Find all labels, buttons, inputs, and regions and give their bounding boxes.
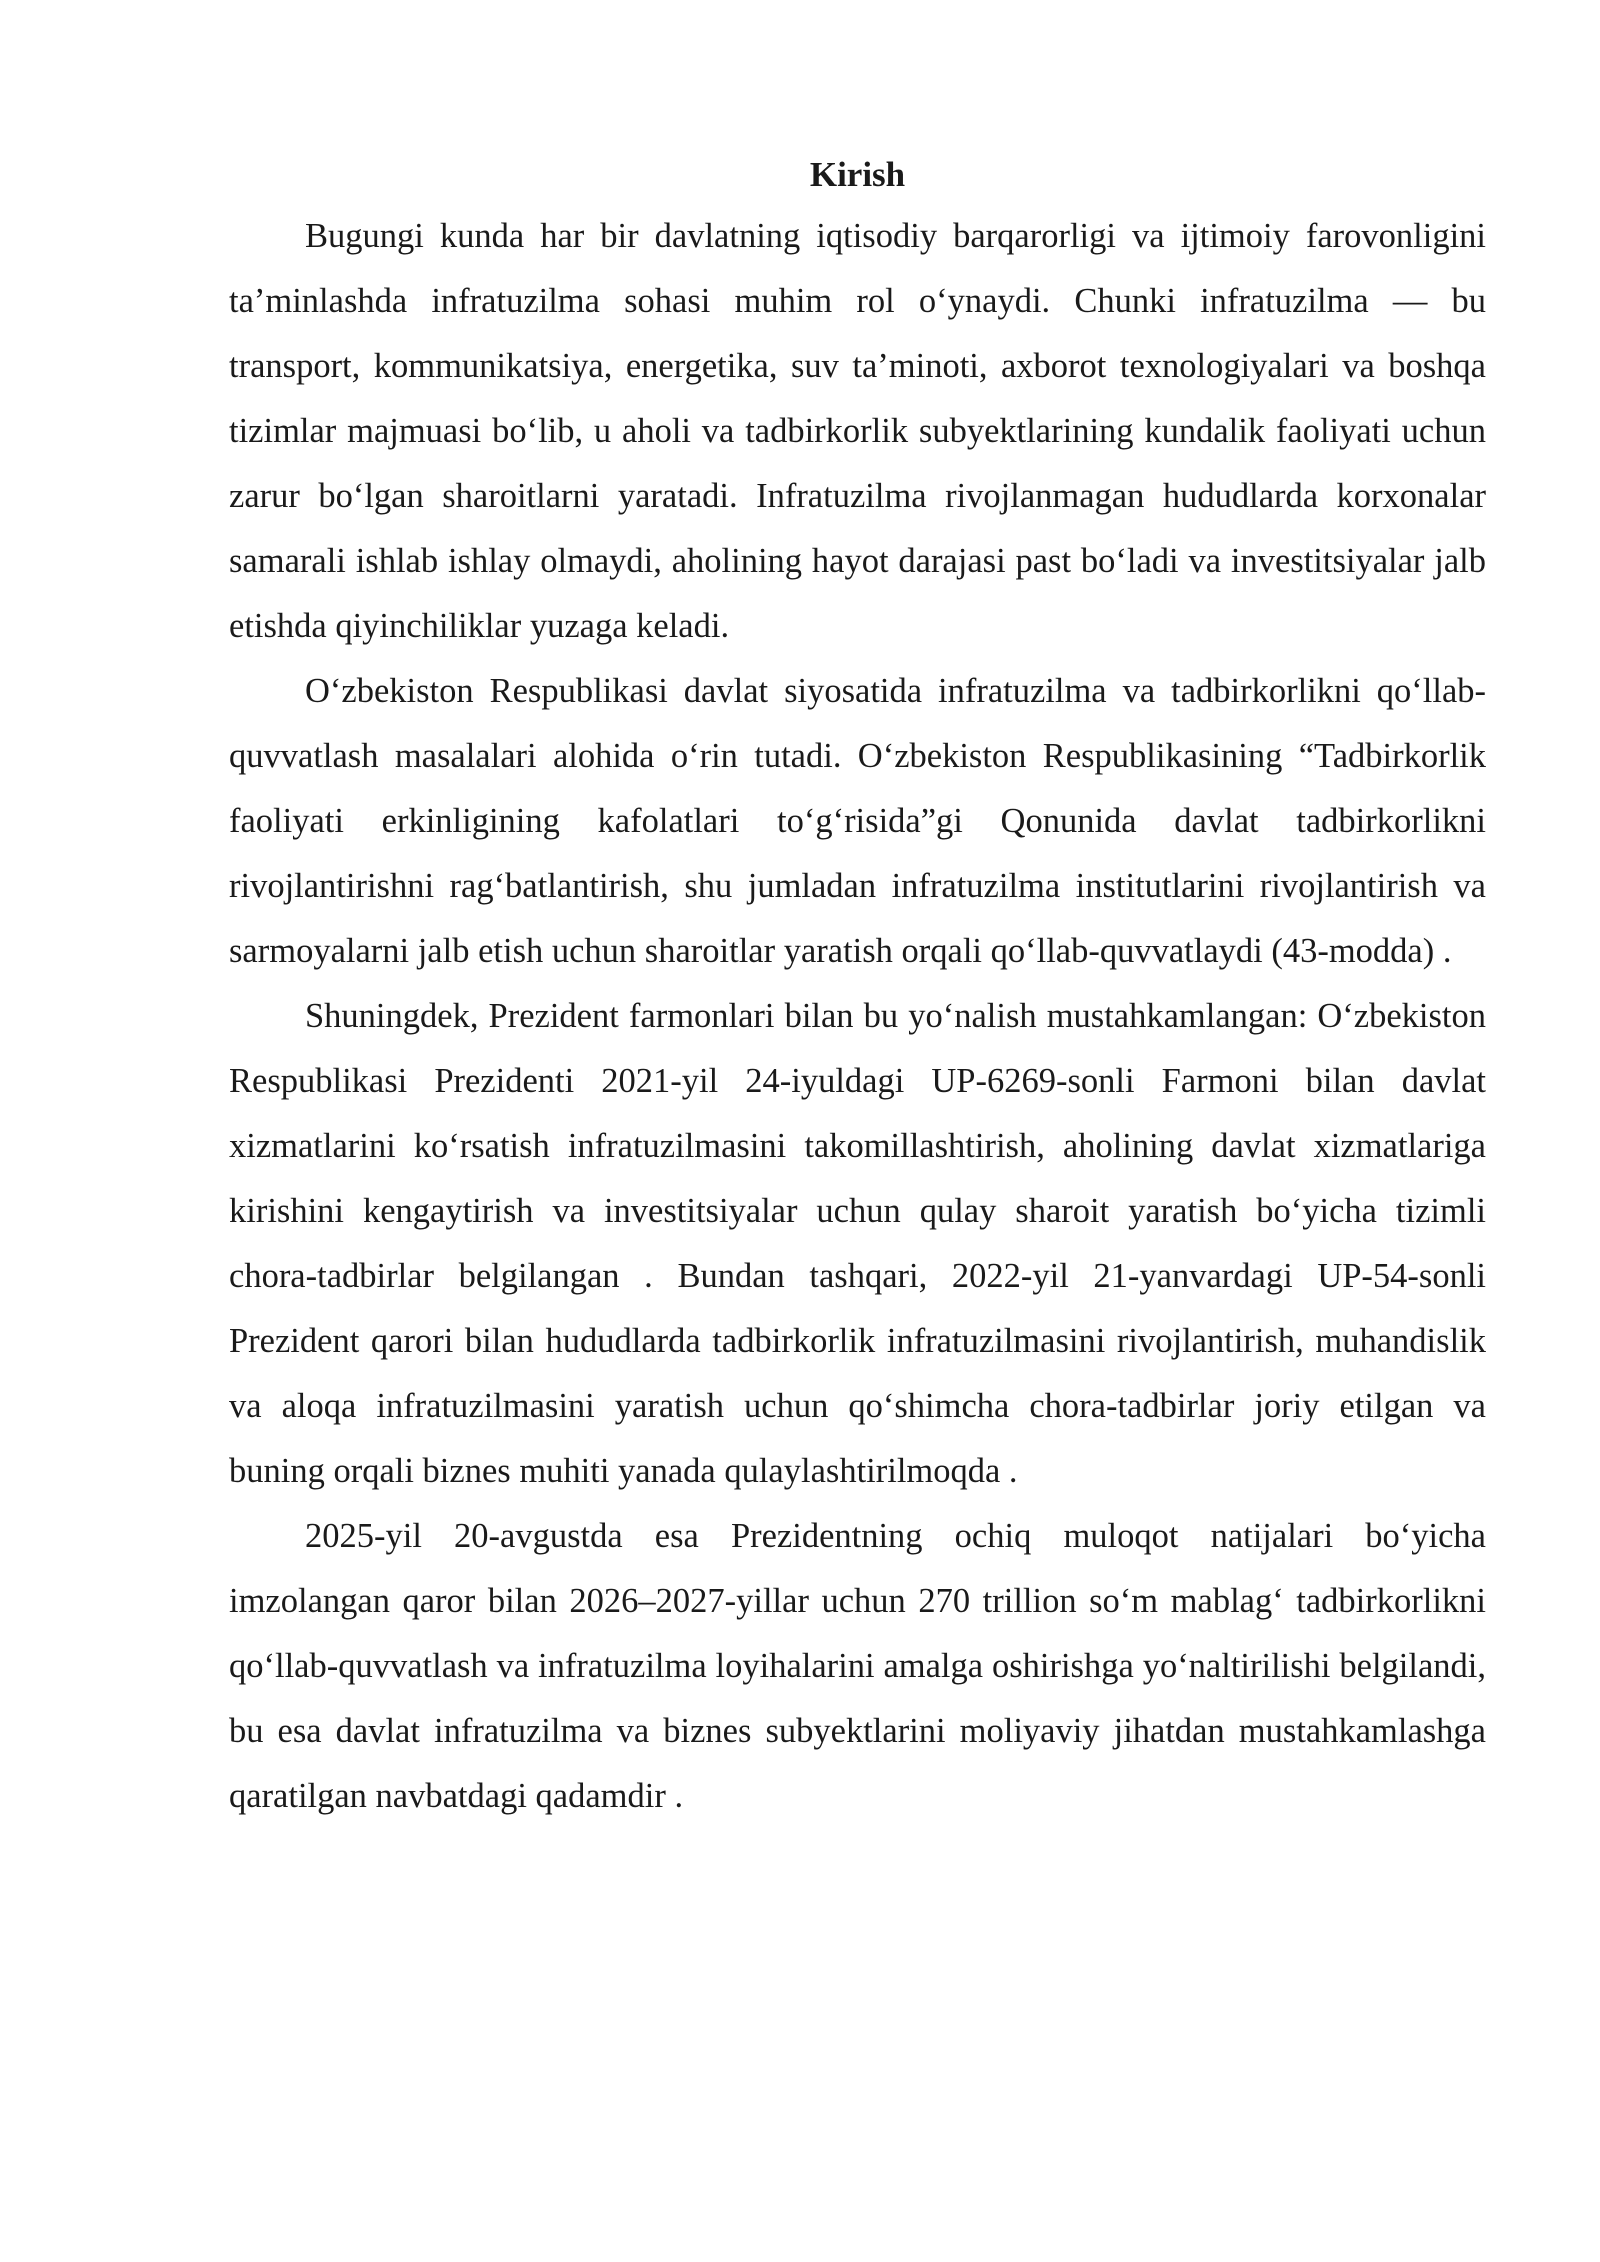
paragraph-2: O‘zbekiston Respublikasi davlat siyosatida infratuzilma va tadbirkorlikni qo‘llab-quvvatlash masalalari alohida o‘rin tutadi. O‘zbekiston Respublikasining “Tadbirkorlik faoliyati erkinligining kafolatlari to‘g‘risida”gi Qonunida davlat tadbirkorlikni rivojlantirishni rag‘batlantirish, shu jumladan infratuzilma institutlarini rivojlantirish va sarmoyalarni jalb etish uchun sharoitlar yaratish orqali qo‘llab-quvvatlaydi (43-modda) . [229, 672, 1486, 970]
paragraph-1: Bugungi kunda har bir davlatning iqtisodiy barqarorligi va ijtimoiy farovonligini ta’minlashda infratuzilma sohasi muhim rol o‘ynaydi. Chunki infratuzilma — bu transport, kommunikatsiya, energetika, suv ta’minoti, axborot texnologiyalari va boshqa tizimlar majmuasi bo‘lib, u aholi va tadbirkorlik subyektlarining kundalik faoliyati uchun zarur bo‘lgan sharoitlarni yaratadi. Infratuzilma rivojlanmagan hududlarda korxonalar samarali ishlab ishlay olmaydi, aholining hayot darajasi past bo‘ladi va investitsiyalar jalb etishda qiyinchiliklar yuzaga keladi. [229, 217, 1486, 645]
paragraph-3: Shuningdek, Prezident farmonlari bilan bu yo‘nalish mustahkamlangan: O‘zbekiston Respublikasi Prezidenti 2021-yil 24-iyuldagi UP-6269-sonli Farmoni bilan davlat xizmatlarini ko‘rsatish infratuzilmasini takomillashtirish, aholining davlat xizmatlariga kirishini kengaytirish va investitsiyalar uchun qulay sharoit yaratish bo‘yicha tizimli chora-tadbirlar belgilangan . Bundan tashqari, 2022-yil 21-yanvardagi UP-54-sonli Prezident qarori bilan hududlarda tadbirkorlik infratuzilmasini rivojlantirish, muhandislik va aloqa infratuzilmasini yaratish uchun qo‘shimcha chora-tadbirlar joriy etilgan va buning orqali biznes muhiti yanada qulaylashtirilmoqda . [229, 997, 1486, 1490]
document-page [229, 146, 1486, 1829]
paragraph-4: 2025-yil 20-avgustda esa Prezidentning ochiq muloqot natijalari bo‘yicha imzolangan qaror bilan 2026–2027-yillar uchun 270 trillion so‘m mablag‘ tadbirkorlikni qo‘llab-quvvatlash va infratuzilma loyihalarini amalga oshirishga yo‘naltirilishi belgilandi, bu esa davlat infratuzilma va biznes subyektlarini moliyaviy jihatdan mustahkamlashga qaratilgan navbatdagi qadamdir . [229, 1517, 1486, 1815]
document-title: Kirish [809, 155, 906, 194]
